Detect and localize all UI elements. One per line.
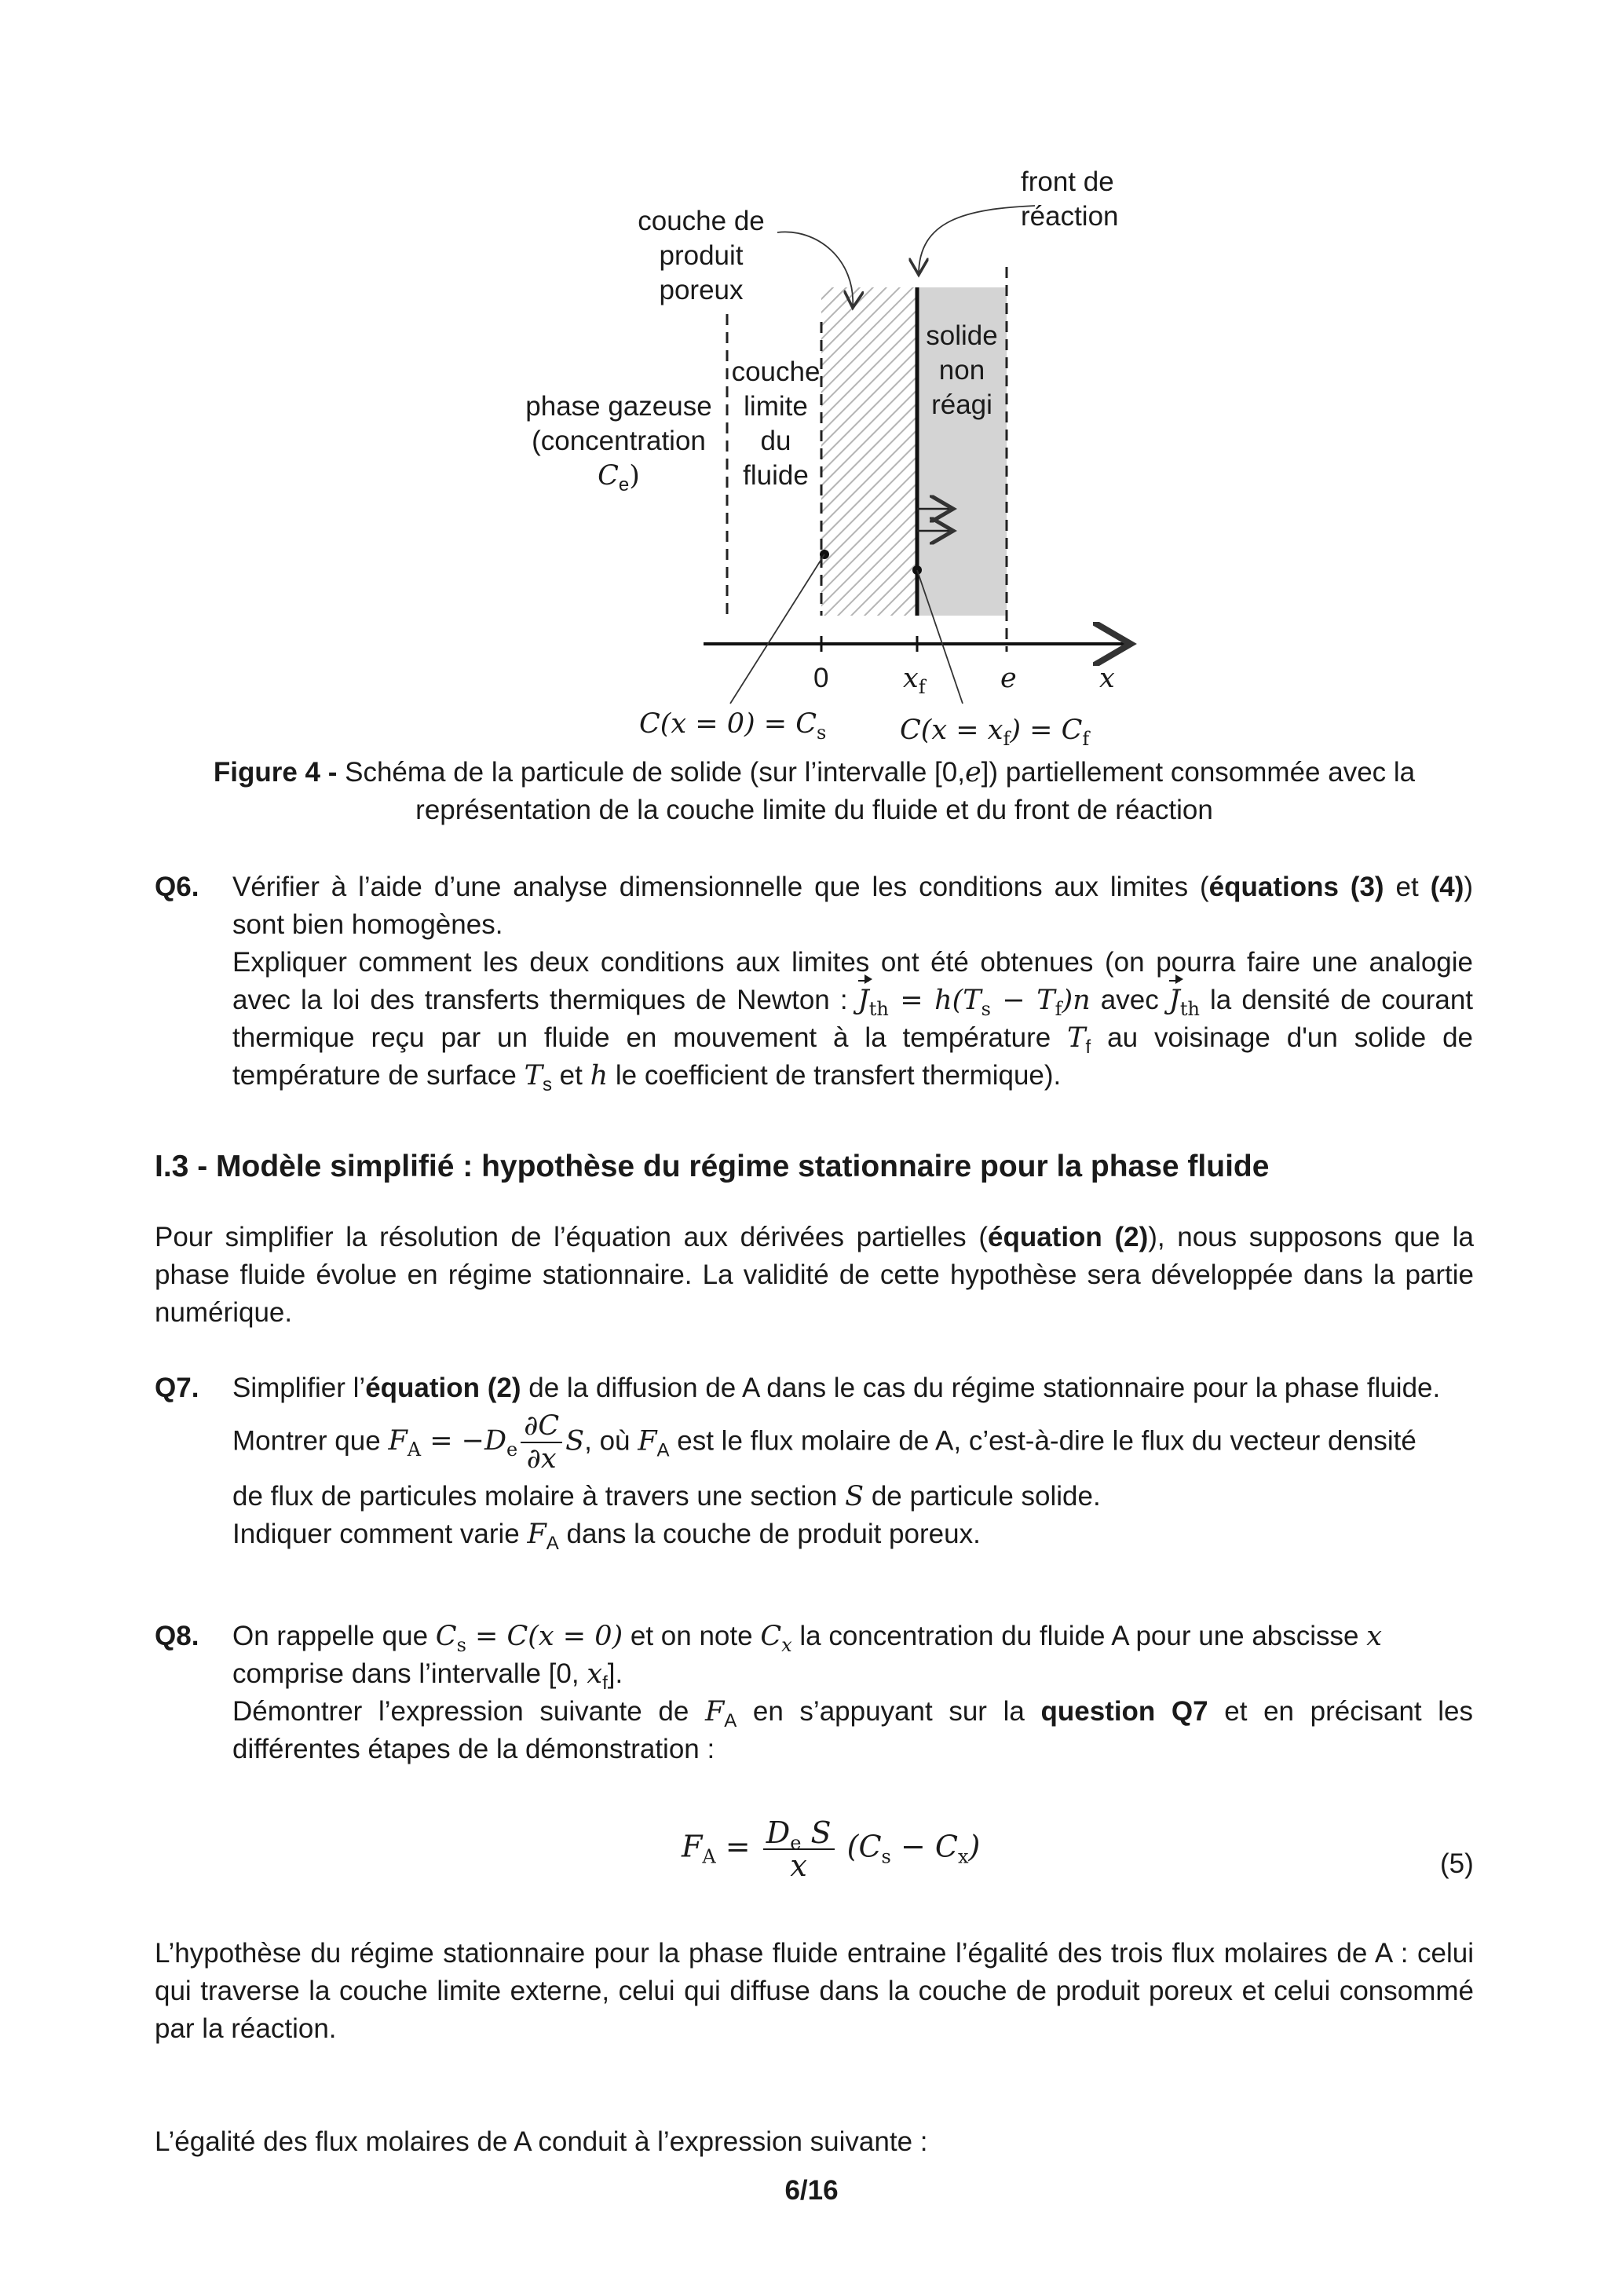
- q8-line-3: Démontrer l’expression suivante de $F_A$ en s’appuyant sur la question Q7 et en précisant les différentes étapes de la démonstration :: [232, 1696, 1474, 1764]
- label-c-at-xf: $C(x = x_f) = C_f$: [900, 715, 1090, 750]
- q7-line-2: Montrer que $F_A = -D_e$ $\frac{\partial C}{\partial x}$ S, où $F_A$ est le flux molaire de A, c’est-à-dire le flux du vecteur densité: [232, 1410, 1416, 1475]
- figure-4: [0, 0, 1623, 825]
- q7-body: [232, 1369, 1473, 1553]
- q6-paragraph-1: Vérifier à l’aide d’une analyse dimensionnelle que les conditions aux limites (équations (3) et (4)) sont bien homogènes.: [232, 872, 1474, 940]
- section-title: I.3 - Modèle simplifié : hypothèse du régime stationnaire pour la phase fluide: [155, 1150, 1270, 1183]
- q8-line-2: comprise dans l’intervalle [0, $x_f$].: [232, 1658, 623, 1694]
- tick-label-0: 0: [813, 663, 829, 693]
- q8-number: Q8.: [155, 1621, 199, 1651]
- q8-body: [232, 1618, 1473, 1768]
- leader-front: [919, 206, 1035, 275]
- label-c-at-0: $C(x = 0) = C_s$: [639, 708, 827, 744]
- q7-number: Q7.: [155, 1373, 199, 1403]
- label-phase-gazeuse: phase gazeuse (concentration $C_e$): [525, 391, 712, 495]
- q7-line-3: de flux de particules molaire à travers une section S de particule solide.: [232, 1481, 1101, 1512]
- closing-paragraph-2: L’égalité des flux molaires de A conduit à l’expression suivante :: [155, 2126, 928, 2157]
- q6-number: Q6.: [155, 872, 199, 902]
- equation-5: $F_A$ = $\frac{D_e S}{x}$ $(C_s - C_x)$: [682, 1815, 981, 1883]
- label-solide-non-reagi: solide non réagi: [926, 320, 998, 420]
- page-number: 6/16: [784, 2175, 839, 2206]
- q7-line-1: Simplifier l’équation (2) de la diffusion de A dans le cas du régime stationnaire pour la phase fluide.: [232, 1373, 1441, 1403]
- q6-paragraph-2: Expliquer comment les deux conditions aux limites ont été obtenues (on pourra faire une analogie avec la loi des transferts thermiques de Newton : $J_{th} = h(T_s - T_f)n$ avec $J_{th}$ la densité de courant thermique reçu par un fluide en mouvement à la température $T_f$ au voisinage d'un solide de température de surface $T_s$ et h le coefficient de transfert thermique).: [232, 947, 1474, 1095]
- tick-label-e: e: [1000, 663, 1017, 694]
- label-couche-produit-poreux: couche de produit poreux: [638, 206, 765, 305]
- axis-label-x: x: [1099, 663, 1115, 694]
- figure-caption: Figure 4 - Schéma de la particule de solide (sur l’intervalle [0,e]) partiellement consommée avec la représentation de la couche limite du fluide et du front de réaction: [213, 757, 1416, 825]
- label-front-de-reaction: front de réaction: [1021, 166, 1119, 232]
- tick-label-xf: $x_f$: [903, 663, 926, 698]
- equation-5-number: (5): [1440, 1848, 1474, 1879]
- q8-line-1: On rappelle que $C_s = C(x = 0)$ et on note $C_x$ la concentration du fluide A pour une abscisse x: [232, 1621, 1382, 1656]
- closing-paragraph-1: L’hypothèse du régime stationnaire pour la phase fluide entraine l’égalité des trois flux molaires de A : celui qui traverse la couche limite externe, celui qui diffuse dans la couche de produit poreux et celui consommé par la réaction.: [155, 1938, 1474, 2044]
- section-intro: Pour simplifier la résolution de l’équation aux dérivées partielles (équation (2)), nous supposons que la phase fluide évolue en régime stationnaire. La validité de cette hypothèse sera développée dans la partie numérique.: [155, 1222, 1474, 1328]
- label-couche-limite: couche limite du fluide: [731, 356, 821, 491]
- porous-layer-hatch: [821, 287, 916, 616]
- leader-c0: [730, 554, 824, 704]
- q7-line-4: Indiquer comment varie $F_A$ dans la couche de produit poreux.: [232, 1519, 981, 1554]
- q6-body: [232, 868, 1473, 1095]
